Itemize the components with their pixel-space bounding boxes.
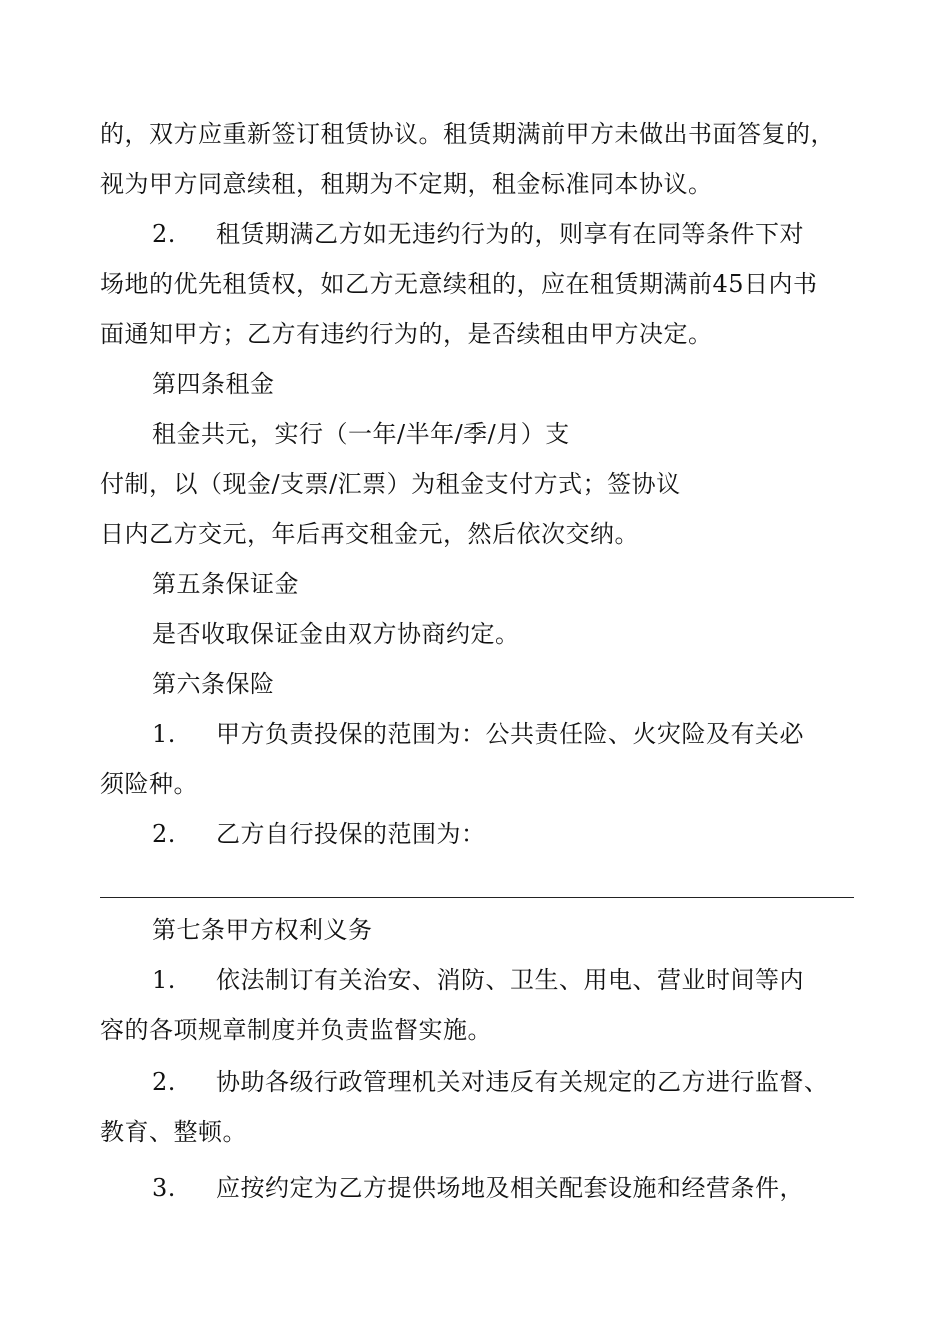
list-text: 乙方自行投保的范围为： xyxy=(216,820,486,848)
list-item-1 xyxy=(152,964,860,996)
list-text: 甲方负责投保的范围为：公共责任险、火灾险及有关必 xyxy=(216,720,804,748)
list-number: 2. xyxy=(152,820,176,848)
list-item-2 xyxy=(152,818,860,850)
section-heading-deposit: 第五条保证金 xyxy=(152,570,299,598)
list-text: 依法制订有关治安、消防、卫生、用电、营业时间等内 xyxy=(216,966,804,994)
list-number: 2. xyxy=(152,220,176,248)
paragraph-line: 日内乙方交元，年后再交租金元，然后依次交纳。 xyxy=(100,520,639,548)
section-heading-party-a: 第七条甲方权利义务 xyxy=(152,916,373,944)
blank-fill-line xyxy=(100,897,854,898)
paragraph-line: 视为甲方同意续租，租期为不定期，租金标准同本协议。 xyxy=(100,170,713,198)
list-text: 协助各级行政管理机关对违反有关规定的乙方进行监督、 xyxy=(216,1068,829,1096)
list-number: 2. xyxy=(152,1068,176,1096)
paragraph-line: 教育、整顿。 xyxy=(100,1118,247,1146)
paragraph-line: 的，双方应重新签订租赁协议。租赁期满前甲方未做出书面答复的， xyxy=(100,120,835,148)
list-number: 1. xyxy=(152,720,176,748)
paragraph-line: 须险种。 xyxy=(100,770,198,798)
list-number: 3. xyxy=(152,1174,176,1202)
paragraph-line: 场地的优先租赁权，如乙方无意续租的，应在租赁期满前45日内书 xyxy=(100,270,818,298)
list-item-2 xyxy=(152,218,860,250)
section-heading-rent: 第四条租金 xyxy=(152,370,275,398)
paragraph-line: 是否收取保证金由双方协商约定。 xyxy=(152,620,520,648)
list-item-3 xyxy=(152,1172,860,1204)
list-item-2 xyxy=(152,1066,860,1098)
list-text: 租赁期满乙方如无违约行为的，则享有在同等条件下对 xyxy=(216,220,804,248)
paragraph-line: 付制，以（现金/支票/汇票）为租金支付方式；签协议 xyxy=(100,470,681,498)
list-text: 应按约定为乙方提供场地及相关配套设施和经营条件， xyxy=(216,1174,804,1202)
paragraph-line: 面通知甲方；乙方有违约行为的，是否续租由甲方决定。 xyxy=(100,320,713,348)
paragraph-line: 租金共元，实行（一年/半年/季/月）支 xyxy=(152,420,570,448)
list-number: 1. xyxy=(152,966,176,994)
section-heading-insurance: 第六条保险 xyxy=(152,670,275,698)
list-item-1 xyxy=(152,718,860,750)
paragraph-line: 容的各项规章制度并负责监督实施。 xyxy=(100,1016,492,1044)
